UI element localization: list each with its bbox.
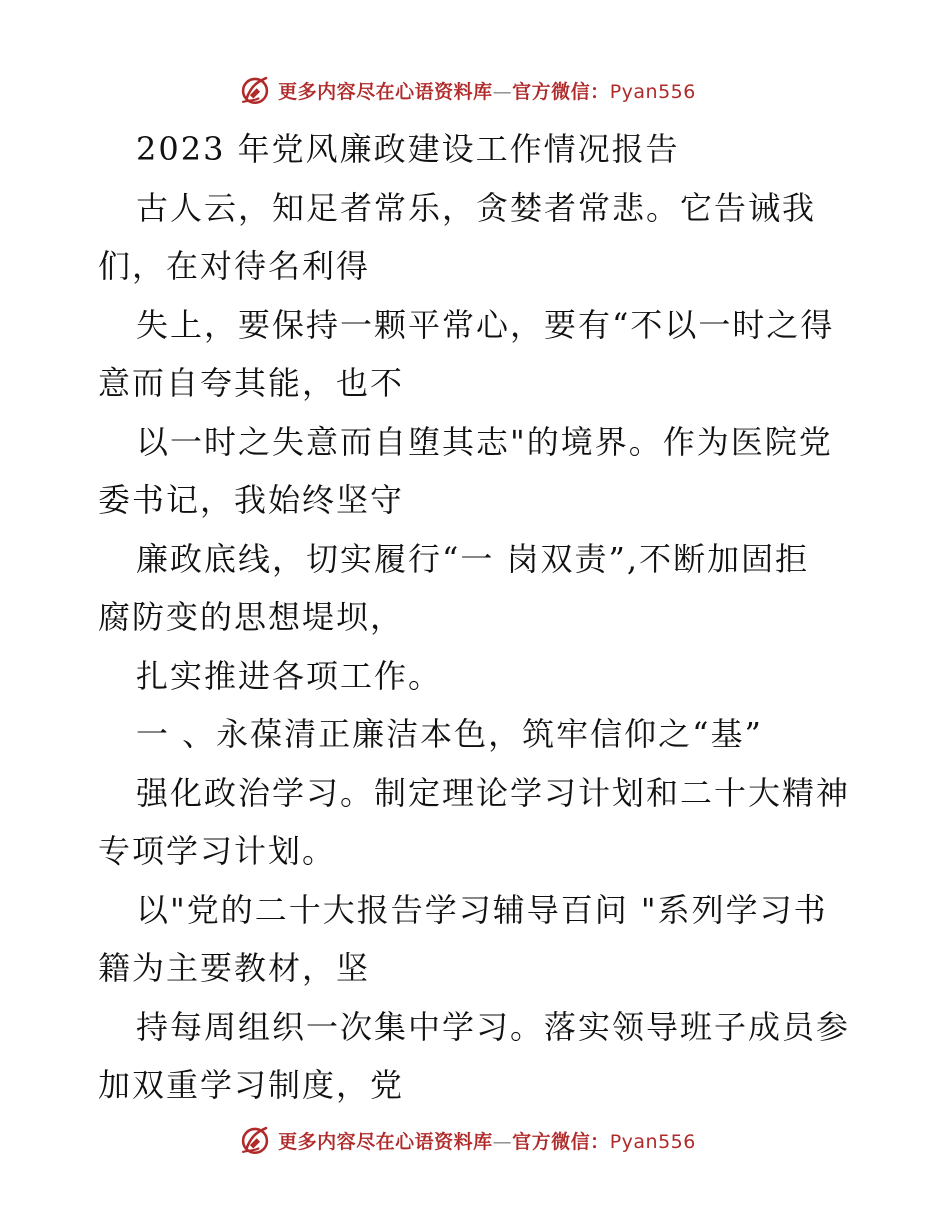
paragraph-line: 专项学习计划。 [98,832,337,870]
footer-banner [0,1120,950,1160]
paragraph-line: 腐防变的思想堤坝， [98,598,405,636]
header-banner-main: 更多内容尽在心语资料库 [278,80,493,103]
header-banner-inner [238,73,696,107]
footer-banner-inner [238,1123,696,1157]
section-heading: 一 、永葆清正廉洁本色，筑牢信仰之“基” [136,715,763,753]
paragraph-line: 以一时之失意而自堕其志"的境界。作为医院党 [136,422,833,461]
footer-banner-account: Pyan556 [609,1130,696,1153]
footer-banner-main: 更多内容尽在心语资料库 [278,1130,493,1153]
paragraph-line: 强化政治学习。制定理论学习计划和二十大精神 [136,773,851,812]
footer-banner-dash: — [492,1130,513,1153]
paragraph-line: 意而自夸其能，也不 [98,364,405,402]
header-banner-dash: — [492,80,513,103]
paragraph-line: 加双重学习制度，党 [98,1066,405,1104]
paragraph-line: 委书记，我始终坚守 [98,481,405,519]
pen-swirl-logo-icon [238,73,272,107]
header-banner-account: Pyan556 [609,80,696,103]
document-body [98,120,868,1115]
footer-banner-text [278,1127,696,1154]
document-title: 2023 年党风廉政建设工作情况报告 [136,130,680,168]
paragraph-line: 古人云，知足者常乐，贪婪者常悲。它告诫我 [136,188,817,227]
footer-banner-label: 官方微信： [512,1130,610,1153]
paragraph-line: 失上，要保持一颗平常心，要有“不以一时之得 [136,305,835,344]
header-banner [0,70,950,110]
pen-swirl-logo-icon [238,1123,272,1157]
paragraph-line: 扎实推进各项工作。 [136,656,443,695]
header-banner-text [278,77,696,104]
paragraph-line: 廉政底线，切实履行“一 岗双责”,不断加固拒 [136,539,810,578]
paragraph-line: 们，在对待名利得 [98,247,371,285]
header-banner-label: 官方微信： [512,80,610,103]
paragraph-line: 持每周组织一次集中学习。落实领导班子成员参 [136,1007,851,1046]
paragraph-line: 以"党的二十大报告学习辅导百问 "系列学习书 [136,890,828,929]
paragraph-line: 籍为主要教材，坚 [98,949,371,987]
